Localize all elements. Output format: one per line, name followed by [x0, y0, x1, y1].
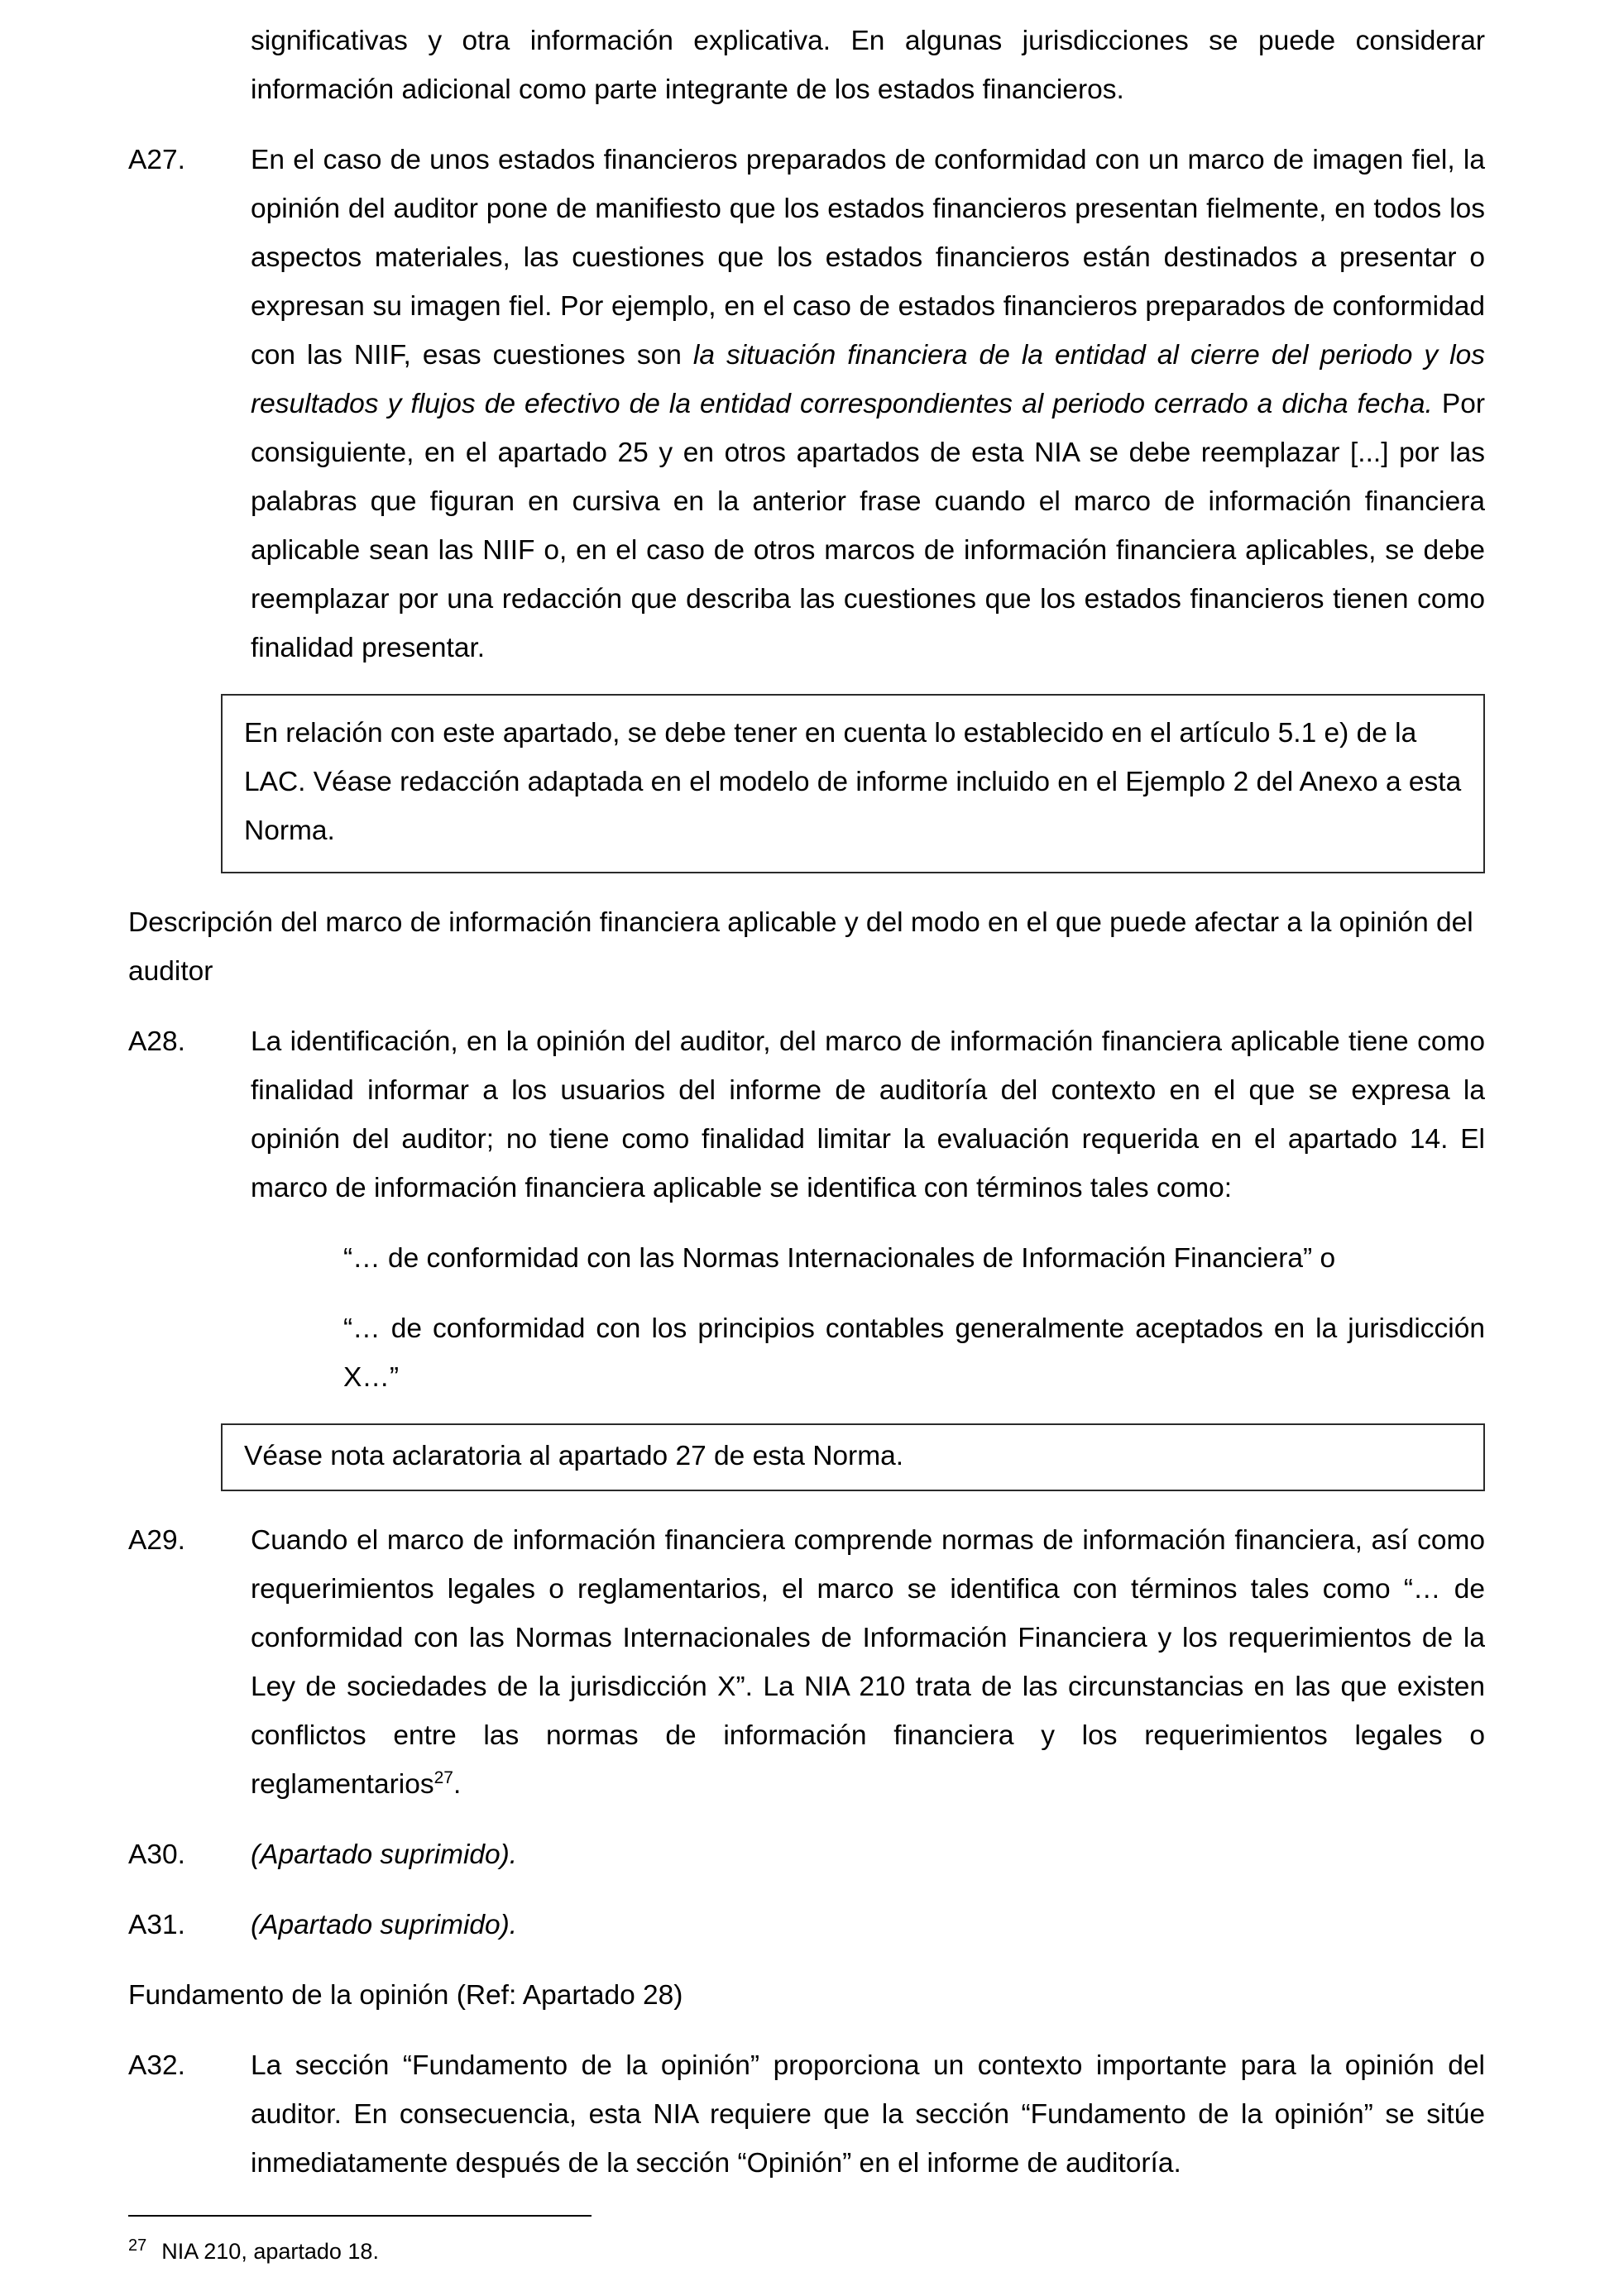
note-box-aclaratoria-27 — [221, 1423, 1485, 1491]
page-content — [128, 17, 1485, 2209]
paragraph-A31 — [128, 1901, 1485, 1949]
paragraph-A27-label: A27. — [128, 145, 185, 175]
paragraph-A29-seg-0: Cuando el marco de información financiera comprende normas de información financiera, así como requerimientos legales o reglamentarios, el marco se identifica con términos tales como “… de conformidad con las Normas Internacionales de Información Financiera y los requerimientos de la Ley de sociedades de la jurisdicción X”. La NIA 210 trata de las circunstancias en las que existen conflictos entre las normas de información financiera y los requerimientos legales o reglamentarios — [251, 1525, 1485, 1800]
quote-pcga: “… de conformidad con los principios contables generalmente aceptados en la jurisdicción X…” — [343, 1313, 1485, 1393]
top-continuation-paragraph: significativas y otra información explicativa. En algunas jurisdicciones se puede considerar información adicional como parte integrante de los estados financieros. — [251, 26, 1485, 105]
paragraph-A31-label: A31. — [128, 1910, 185, 1940]
footnote-number: 27 — [128, 2236, 147, 2255]
note-box-apartado-27 — [221, 694, 1485, 873]
footnote-reference-27[interactable]: 27 — [433, 1767, 453, 1787]
footnote-separator-rule — [128, 2215, 592, 2217]
paragraph-A27-seg-1-italic: la situación financiera de la entidad al cierre del periodo y los resultados y flujos de efectivo de la entidad correspondientes al periodo cerrado a dicha fecha. — [251, 340, 1485, 419]
quote-niif: “… de conformidad con las Normas Internacionales de Información Financiera” o — [343, 1243, 1336, 1274]
paragraph-A30-label: A30. — [128, 1839, 185, 1870]
note-box-apartado-27-text: En relación con este apartado, se debe tener en cuenta lo establecido en el artículo 5.1 e) de la LAC. Véase redacción adaptada en el modelo de informe incluido en el Ejemplo 2 del Anexo a esta Norma. — [244, 718, 1462, 846]
paragraph-A28-label: A28. — [128, 1026, 185, 1057]
paragraph-A31-body — [251, 1901, 1485, 1949]
paragraph-A27-seg-2: Por consiguiente, en el apartado 25 y en otros apartados de esta NIA se debe reemplazar [...] por las palabras que figuran en cursiva en la anterior frase cuando el marco de información financiera aplicable sean las NIIF o, en el caso de otros marcos de información financiera aplicables, se debe reemplazar por una redacción que describa las cuestiones que los estados financieros tienen como finalidad presentar. — [251, 389, 1485, 663]
heading-fundamento-opinion: Fundamento de la opinión (Ref: Apartado 28) — [128, 1980, 683, 2011]
footnote-text: NIA 210, apartado 18. — [161, 2239, 379, 2264]
paragraph-A29-body — [251, 1516, 1485, 1809]
paragraph-A29-seg-2: . — [453, 1769, 462, 1800]
paragraph-A28-body: La identificación, en la opinión del auditor, del marco de información financiera aplicable tiene como finalidad informar a los usuarios del informe de auditoría del contexto en el que se expresa la opinión del auditor; no tiene como finalidad limitar la evaluación requerida en el apartado 14. El marco de información financiera aplicable se identifica con términos tales como: — [251, 1026, 1485, 1203]
paragraph-A31-italic: (Apartado suprimido). — [251, 1910, 518, 1940]
paragraph-A32-label: A32. — [128, 2050, 185, 2081]
paragraph-A30-body — [251, 1830, 1485, 1879]
paragraph-A30-italic: (Apartado suprimido). — [251, 1839, 518, 1870]
paragraph-A32-body: La sección “Fundamento de la opinión” proporciona un contexto importante para la opinión del auditor. En consecuencia, esta NIA requiere que la sección “Fundamento de la opinión” se sitúe inmediatamente después de la sección “Opinión” en el informe de auditoría. — [251, 2050, 1485, 2179]
note-box-aclaratoria-27-text: Véase nota aclaratoria al apartado 27 de esta Norma. — [244, 1441, 904, 1471]
footnote-area — [128, 2215, 1485, 2268]
heading-descripcion-marco: Descripción del marco de información financiera aplicable y del modo en el que puede afectar a la opinión del auditor — [128, 907, 1473, 987]
paragraph-A32 — [128, 2041, 1485, 2188]
paragraph-A29 — [128, 1516, 1485, 1809]
paragraph-A27-body — [251, 136, 1485, 672]
paragraph-A27 — [128, 136, 1485, 672]
paragraph-A28 — [128, 1017, 1485, 1213]
paragraph-A30 — [128, 1830, 1485, 1879]
paragraph-A27-seg-0: En el caso de unos estados financieros preparados de conformidad con un marco de imagen fiel, la opinión del auditor pone de manifiesto que los estados financieros presentan fielmente, en todos los aspectos materiales, las cuestiones que los estados financieros están destinados a presentar o expresan su imagen fiel. Por ejemplo, en el caso de estados financieros preparados de conformidad con las NIIF, esas cuestiones son — [251, 145, 1485, 371]
footnote-27 — [128, 2235, 1485, 2268]
paragraph-A29-label: A29. — [128, 1525, 185, 1556]
